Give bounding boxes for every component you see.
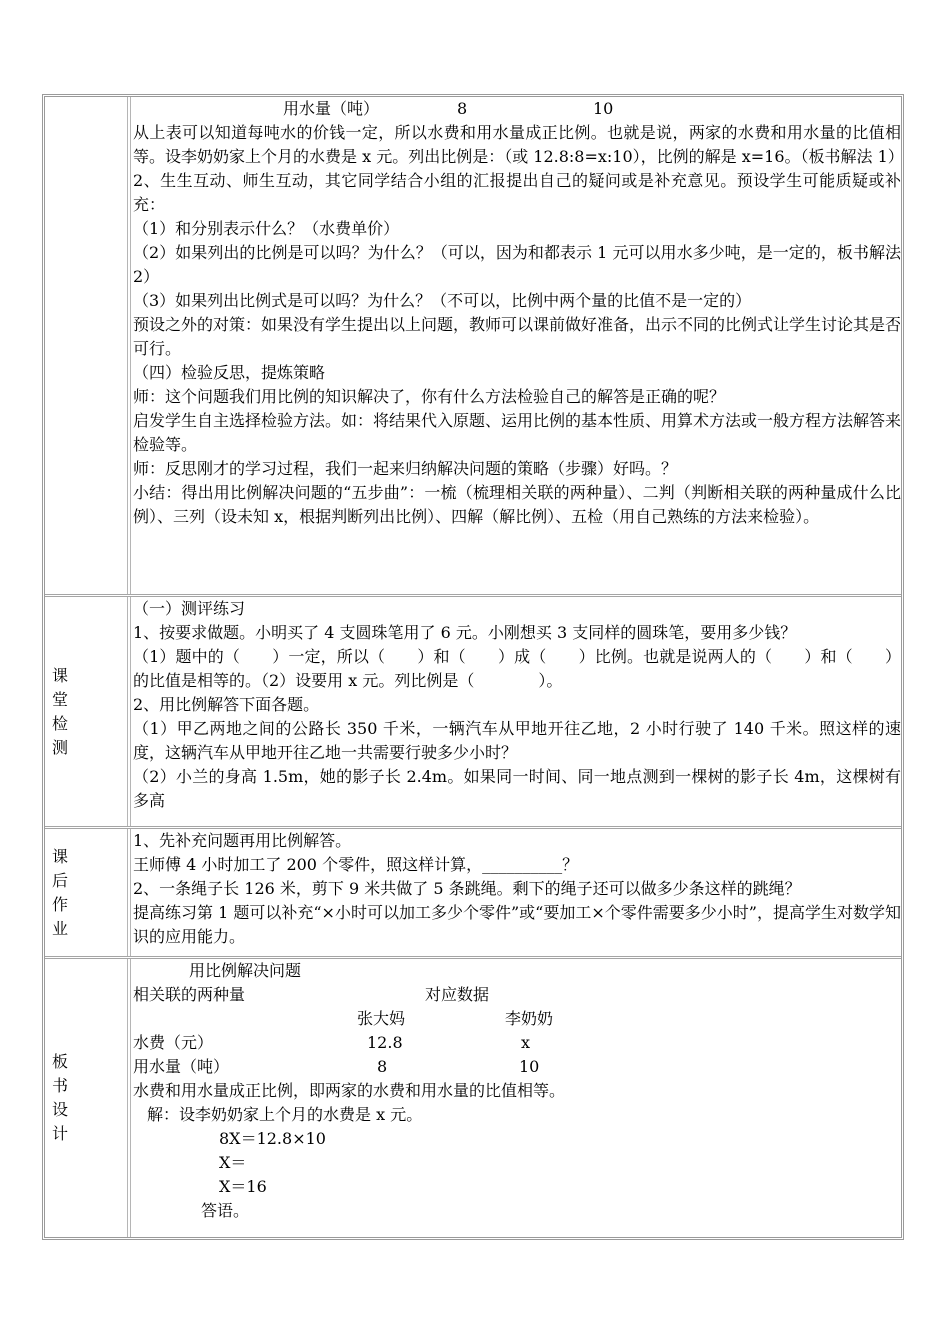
blackboard-content bbox=[131, 959, 901, 1237]
paragraph: 师：这个问题我们用比例的知识解决了，你有什么方法检验自己的解答是正确的呢？ bbox=[133, 387, 726, 406]
name-zhang: 张大妈 bbox=[357, 1009, 406, 1028]
row-label-cell bbox=[45, 97, 131, 594]
water-usage-line bbox=[133, 97, 901, 121]
board-answer-line bbox=[133, 1199, 901, 1223]
process-content bbox=[131, 97, 904, 594]
paragraph: 2、生生互动、师生互动，其它同学结合小组的汇报提出自己的疑问或是补充意见。预设学生可能质疑或补充： bbox=[133, 171, 901, 214]
board-names-line bbox=[133, 1007, 901, 1031]
row-label-cell bbox=[45, 829, 131, 956]
board-water-line bbox=[133, 1055, 901, 1079]
row-label: 课堂检测 bbox=[51, 665, 68, 757]
row-label: 板书设计 bbox=[51, 1052, 68, 1143]
fee-label: 水费（元） bbox=[133, 1033, 214, 1052]
board-fee-line bbox=[133, 1031, 901, 1055]
paragraph: （2）如果列出的比例是可以吗？为什么？（可以，因为和都表示 1 元可以用水多少吨，是一定的，板书解法 2） bbox=[133, 243, 901, 286]
board-solve: 解：设李奶奶家上个月的水费是 x 元。 bbox=[147, 1105, 423, 1124]
name-li: 李奶奶 bbox=[505, 1009, 554, 1028]
board-eq3-line bbox=[133, 1175, 901, 1199]
board-title-line bbox=[133, 959, 901, 983]
lesson-plan-table bbox=[42, 94, 904, 1240]
paragraph: 2、一条绳子长 126 米，剪下 9 米共做了 5 条跳绳。剩下的绳子还可以做多少条这样的跳绳？ bbox=[133, 879, 801, 898]
equation-2: X＝ bbox=[219, 1153, 247, 1172]
water-label: 用水量（吨） bbox=[133, 1057, 230, 1076]
row-label-cell bbox=[45, 597, 131, 826]
paragraph: 预设之外的对策：如果没有学生提出以上问题，教师可以课前做好准备，出示不同的比例式让学生讨论其是否可行。 bbox=[133, 315, 902, 358]
row-label: 课后作业 bbox=[51, 846, 68, 938]
paragraph: 2、用比例解答下面各题。 bbox=[133, 695, 320, 714]
fee-value-2: x bbox=[521, 1033, 531, 1052]
paragraph: （1）甲乙两地之间的公路长 350 千米，一辆汽车从甲地开往乙地，2 小时行驶了 140 千米。照这样的速度，这辆汽车从甲地开往乙地一共需要行驶多少小时？ bbox=[133, 719, 901, 762]
blackboard-design-row bbox=[45, 959, 901, 1237]
process-row bbox=[45, 97, 904, 597]
board-header-line bbox=[133, 983, 901, 1007]
water-value-1: 8 bbox=[377, 1057, 388, 1076]
homework-content bbox=[131, 829, 901, 956]
board-eq1-line bbox=[133, 1127, 901, 1151]
board-conclusion: 水费和用水量成正比例，即两家的水费和用水量的比值相等。 bbox=[133, 1081, 566, 1100]
paragraph: 1、先补充问题再用比例解答。 bbox=[133, 831, 352, 850]
equation-1: 8X＝12.8×10 bbox=[219, 1129, 326, 1148]
board-solve-line bbox=[133, 1103, 901, 1127]
homework-row bbox=[45, 829, 901, 959]
equation-3: X＝16 bbox=[219, 1177, 267, 1196]
paragraph: 启发学生自主选择检验方法。如：将结果代入原题、运用比例的基本性质、用算术方法或一般方程方法解答来检验等。 bbox=[133, 411, 902, 454]
water-usage-label: 用水量（吨） bbox=[283, 99, 380, 118]
paragraph: （一）测评练习 bbox=[133, 599, 246, 618]
board-eq2-line bbox=[133, 1151, 901, 1175]
classroom-test-content bbox=[131, 597, 901, 826]
classroom-test-row bbox=[45, 597, 901, 829]
water-usage-value-2: 10 bbox=[593, 99, 614, 118]
paragraph: （1）和分别表示什么？（水费单价） bbox=[133, 219, 400, 238]
paragraph: 师：反思刚才的学习过程，我们一起来归纳解决问题的策略（步骤）好吗。？ bbox=[133, 459, 678, 478]
paragraph: （四）检验反思，提炼策略 bbox=[133, 363, 326, 382]
water-usage-value-1: 8 bbox=[457, 99, 468, 118]
board-header-right: 对应数据 bbox=[425, 985, 490, 1004]
paragraph: 王师傅 4 小时加工了 200 个零件，照这样计算，__________？ bbox=[133, 855, 579, 874]
paragraph: 小结：得出用比例解决问题的“五步曲”：一梳（梳理相关联的两种量）、二判（判断相关联的两种量成什么比例）、三列（设未知 x，根据判断列出比例）、四解（解比例）、五检（用自己熟练的方法来检验）。 bbox=[133, 483, 901, 526]
water-value-2: 10 bbox=[519, 1057, 540, 1076]
paragraph: 提高练习第 1 题可以补充“×小时可以加工多少个零件”或“要加工×个零件需要多少小时”，提高学生对数学知识的应用能力。 bbox=[133, 903, 901, 946]
paragraph: 从上表可以知道每吨水的价钱一定，所以水费和用水量成正比例。也就是说，两家的水费和用水量的比值相等。设李奶奶家上个月的水费是 x 元。列出比例是：（或 12.8:8=x:10），比例的解是 x=16。（板书解法 1） bbox=[133, 123, 904, 166]
board-answer: 答语。 bbox=[201, 1201, 250, 1220]
paragraph: （1）题中的（ ）一定，所以（ ）和（ ）成（ ）比例。也就是说两人的（ ）和（ ）的比值是相等的。（2）设要用 x 元。列比例是（ ）。 bbox=[133, 647, 901, 690]
board-title: 用比例解决问题 bbox=[189, 961, 302, 980]
fee-value-1: 12.8 bbox=[367, 1033, 403, 1052]
board-header-left: 相关联的两种量 bbox=[133, 985, 246, 1004]
paragraph: （3）如果列出比例式是可以吗？为什么？（不可以，比例中两个量的比值不是一定的） bbox=[133, 291, 752, 310]
paragraph: （2）小兰的身高 1.5m，她的影子长 2.4m。如果同一时间、同一地点测到一棵树的影子长 4m，这棵树有多高 bbox=[133, 767, 901, 810]
row-label-cell bbox=[45, 959, 131, 1237]
paragraph: 1、按要求做题。小明买了 4 支圆珠笔用了 6 元。小刚想买 3 支同样的圆珠笔，要用多少钱？ bbox=[133, 623, 797, 642]
